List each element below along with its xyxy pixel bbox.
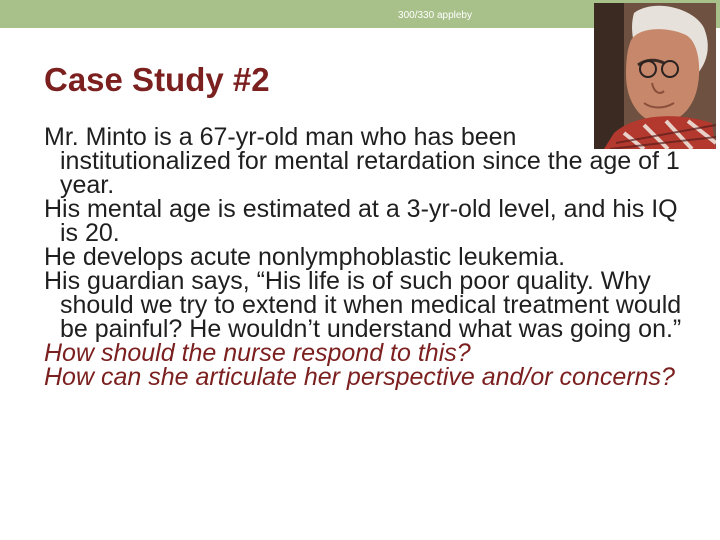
case-paragraph: Mr. Minto is a 67-yr-old man who has been institutionalized for mental retardation since the age of 1 year.: [44, 123, 680, 199]
discussion-question: How can she articulate her perspective and/or concerns?: [44, 363, 675, 391]
slide-title: Case Study #2: [44, 61, 270, 98]
discussion-question: How should the nurse respond to this?: [44, 339, 471, 367]
header-label: 300/330 appleby: [398, 10, 472, 21]
case-paragraph: His mental age is estimated at a 3-yr-old level, and his IQ is 20.: [44, 195, 678, 247]
case-paragraph: He develops acute nonlymphoblastic leukemia.: [44, 243, 566, 271]
slide-body: [44, 125, 684, 389]
case-paragraph: His guardian says, “His life is of such poor quality. Why should we try to extend it when medical treatment would be painful? He wouldn’t understand what was going on.”: [44, 267, 682, 343]
